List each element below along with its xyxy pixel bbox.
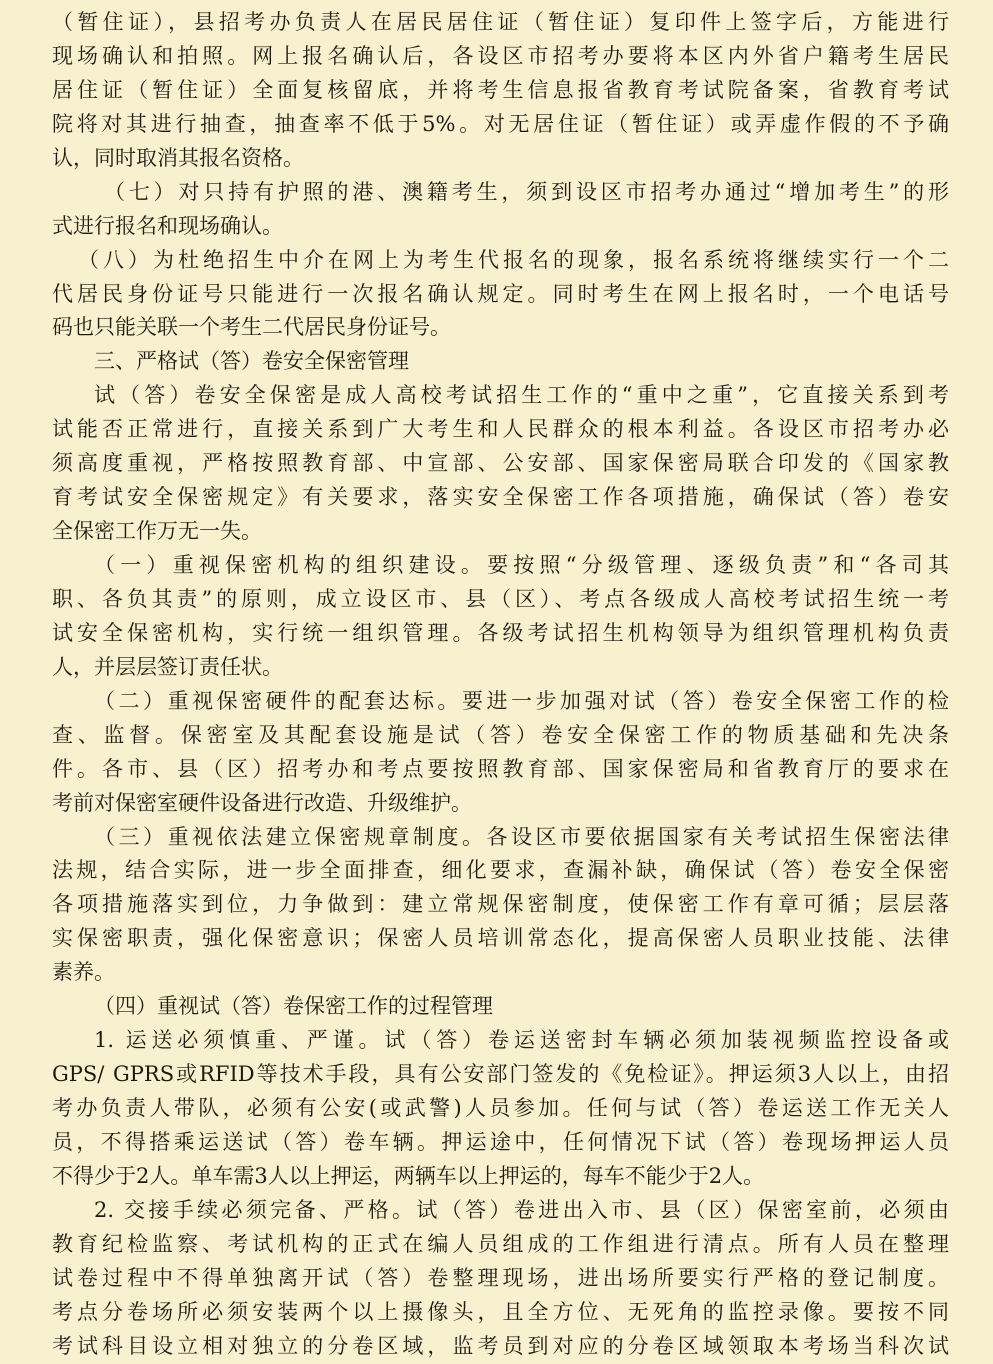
text-line: 法规，结合实际，进一步全面排查，细化要求，查漏补缺，确保试（答）卷安全保密 [52,858,949,883]
text-line: 教育纪检监察、考试机构的正式在编人员组成的工作组进行清点。所有人员在整理 [52,1231,949,1256]
text-line: （七）对只持有护照的港、澳籍考生，须到设区市招考办通过“增加考生”的形 [104,179,949,204]
text-line: 式进行报名和现场确认。 [52,213,283,238]
text-line: （八）为杜绝招生中介在网上为考生代报名的现象，报名系统将继续实行一个二 [78,247,949,272]
text-line: 考办负责人带队，必须有公安(或武警)人员参加。任何与试（答）卷运送工作无关人 [52,1096,949,1120]
text-line: （四）重视试（答）卷保密工作的过程管理 [94,994,493,1019]
text-line: 育考试安全保密规定》有关要求，落实安全保密工作各项措施，确保试（答）卷安 [52,485,949,510]
text-line: （二）重视保密硬件的配套达标。要进一步加强对试（答）卷安全保密工作的检 [94,688,949,713]
text-line: 试卷过程中不得单独离开试（答）卷整理现场，进出场所要实行严格的登记制度。 [52,1265,949,1290]
text-line: （暂住证），县招考办负责人在居民居住证（暂住证）复印件上签字后，方能进行 [52,10,949,34]
text-line: 人，并层层签订责任状。 [52,654,283,679]
text-line: （三）重视依法建立保密规章制度。各设区市要依据国家有关考试招生保密法律 [94,824,949,849]
text-line: 全保密工作万无一失。 [52,519,262,544]
text-line: 各项措施落实到位，力争做到：建立常规保密制度，使保密工作有章可循；层层落 [52,892,949,917]
text-line: 试安全保密机构，实行统一组织管理。各级考试招生机构领导为组织管理机构负责 [52,620,949,645]
text-line: 试（答）卷安全保密是成人高校考试招生工作的“重中之重”，它直接关系到考 [94,383,949,408]
text-line: 考试科目设立相对独立的分卷区域，监考员到对应的分卷区域领取本考场当科次试 [52,1333,949,1358]
text-line: 实保密职责，强化保密意识；保密人员培训常态化，提高保密人员职业技能、法律 [52,926,949,951]
text-line: GPS/ GPRS或RFID等技术手段，具有公安部门签发的《免检证》。押运须3人以上，由招 [52,1062,949,1087]
text-line: 员，不得搭乘运送试（答）卷车辆。押运途中，任何情况下试（答）卷现场押运人员 [52,1129,949,1154]
text-line: 不得少于2人。单车需3人以上押运，两辆车以上押运的，每车不能少于2人。 [52,1163,765,1188]
text-line: （一）重视保密机构的组织建设。要按照“分级管理、逐级负责”和“各司其 [94,553,949,577]
text-line: 1. 运送必须慎重、严谨。试（答）卷运送密封车辆必须加装视频监控设备或 [94,1028,949,1053]
text-line: 2. 交接手续必须完备、严格。试（答）卷进出入市、县（区）保密室前，必须由 [94,1197,949,1222]
text-line: 考前对保密室硬件设备进行改造、升级维护。 [52,790,472,815]
text-line: 须高度重视，严格按照教育部、中宣部、公安部、国家保密局联合印发的《国家教 [52,451,949,476]
text-line: 代居民身份证号只能进行一次报名确认规定。同时考生在网上报名时，一个电话号 [52,281,949,306]
text-line: 职、各负其责”的原则，成立设区市、县（区）、考点各级成人高校考试招生统一考 [52,586,949,611]
text-line: 院将对其进行抽查，抽查率不低于5%。对无居住证（暂住证）或弄虚作假的不予确 [52,111,949,136]
text-line: 居住证（暂住证）全面复核留底，并将考生信息报省教育考试院备案，省教育考试 [52,77,949,102]
text-line: 现场确认和拍照。网上报名确认后，各设区市招考办要将本区内外省户籍考生居民 [52,43,949,68]
text-line: 试能否正常进行，直接关系到广大考生和人民群众的根本利益。各设区市招考办必 [52,417,949,442]
text-line: 查、监督。保密室及其配套设施是试（答）卷安全保密工作的物质基础和先决条 [52,722,949,747]
text-line: 件。各市、县（区）招考办和考点要按照教育部、国家保密局和省教育厅的要求在 [52,756,949,781]
text-line: 三、严格试（答）卷安全保密管理 [94,349,409,374]
text-line: 素养。 [52,960,115,985]
text-line: 认，同时取消其报名资格。 [52,145,304,170]
text-line: 考点分卷场所必须安装两个以上摄像头，且全方位、无死角的监控录像。要按不同 [52,1299,949,1324]
text-line: 码也只能关联一个考生二代居民身份证号。 [52,315,451,340]
